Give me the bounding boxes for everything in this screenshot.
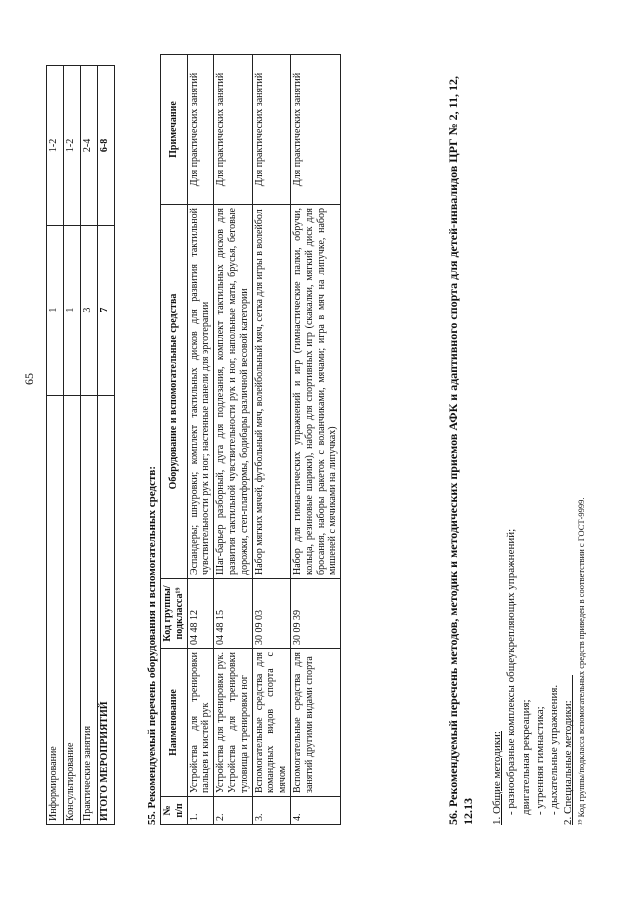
header-equipment: Оборудование и вспомогательные средства [161,205,188,579]
equipment-cell-num: 3. [252,797,290,825]
equipment-table-header [161,55,188,825]
header-num: № п/п [161,797,188,825]
section-55-title: 55. Рекомендуемый перечень оборудования и вспомогательных средств: [146,466,158,825]
summary-row [64,66,81,825]
section-56-title: 56. Рекомендуемый перечень методов, методик и методических приемов АФК и адаптивного спорта для детей-инвалидов ЦРГ № 2, 11, 12, 12.13 [446,76,475,825]
summary-cell-hours: 1-2 [47,66,64,226]
equipment-cell-code: 30 09 03 [252,579,290,649]
general-methods-label: 1. Общие методики: [491,731,503,825]
equipment-table [160,54,341,825]
equipment-cell-num: 2. [214,797,252,825]
equipment-cell-code: 30 09 39 [290,579,340,649]
equipment-cell-code: 04 48 15 [214,579,252,649]
header-code: Код группы/ подкласса¹⁹ [161,579,188,649]
summary-cell-count: 1 [47,225,64,395]
summary-cell-count: 3 [81,225,98,395]
methods-list [490,55,576,825]
summary-row [98,66,115,825]
equipment-cell-note: Для практических занятий [187,55,214,205]
footnote-divider [572,675,573,825]
equipment-cell-num: 4. [290,797,340,825]
equipment-cell-name: Устройства для тренировки рук. Устройства для тренировки туловища и тренировки ног [214,649,252,797]
equipment-cell-note: Для практических занятий [214,55,252,205]
summary-row [47,66,64,825]
header-note: Примечание [161,55,188,205]
general-method-item: - разнообразные комплексы общеукрепляющих упражнений; [505,528,518,815]
equipment-row [252,55,290,825]
equipment-cell-equipment: Шаг-барьер разборный, дуга для подлезания, комплект тактильных дисков для развития тактильной чувствительности рук и ног, напольные маты, брусья, беговые дорожки, степ-платформы, бодибары различной весовой категории [214,205,252,579]
summary-cell-name: Консультирование [64,395,81,824]
equipment-row [187,55,214,825]
equipment-row [214,55,252,825]
special-methods-label: 2. Специальные методики: [562,700,575,825]
equipment-cell-equipment: Набор мягких мячей, футбольный мяч, волейбольный мяч, сетка для игры в волейбол [252,205,290,579]
equipment-cell-note: Для практических занятий [290,55,340,205]
summary-row [81,66,98,825]
general-method-item: - дыхательные упражнения. [548,684,561,815]
equipment-cell-equipment: Эспандеры; шнуровки; комплект тактильных дисков для развития тактильной чувствительности рук и ног; настенные панели для эрготерапии [187,205,214,579]
summary-cell-count: 1 [64,225,81,395]
equipment-cell-equipment: Набор для гимнастических упражнений и игр (гимнастические палки, обручи, кольца, резиновые шарики), набор для спортивных игр (скакалки, мягкий диск для бросания, наборы ракеток с воланчиками, мячами; игра в мяч на липучке, набор мишеней с мячиками на липучках) [290,205,340,579]
equipment-cell-name: Вспомогательные средства для занятий другими видами спорта [290,649,340,797]
summary-cell-name: Информирование [47,395,64,824]
summary-cell-count: 7 [98,225,115,395]
events-summary-table [46,65,115,825]
equipment-cell-num: 1. [187,797,214,825]
page-number: 65 [22,373,36,385]
equipment-row [290,55,340,825]
summary-cell-hours: 1-2 [64,66,81,226]
equipment-cell-code: 04 48 12 [187,579,214,649]
summary-cell-name: Практические занятия [81,395,98,824]
general-method-item: двигательная рекреация; [519,699,532,815]
summary-cell-hours: 6-8 [98,66,115,226]
equipment-cell-name: Вспомогательные средства для командных видов спорта с мячом [252,649,290,797]
general-method-item: - утренняя гимнастика; [533,706,546,815]
equipment-cell-note: Для практических занятий [252,55,290,205]
summary-cell-hours: 2-4 [81,66,98,226]
footnote: ¹⁹ Код группы/подкласса вспомогательных средств приведен в соответствии с ГОСТ-9999. [576,497,586,825]
summary-cell-name: ИТОГО МЕРОПРИЯТИЙ [98,395,115,824]
equipment-cell-name: Устройства для тренировки пальцев и кистей рук [187,649,214,797]
header-name: Наименование [161,649,188,797]
